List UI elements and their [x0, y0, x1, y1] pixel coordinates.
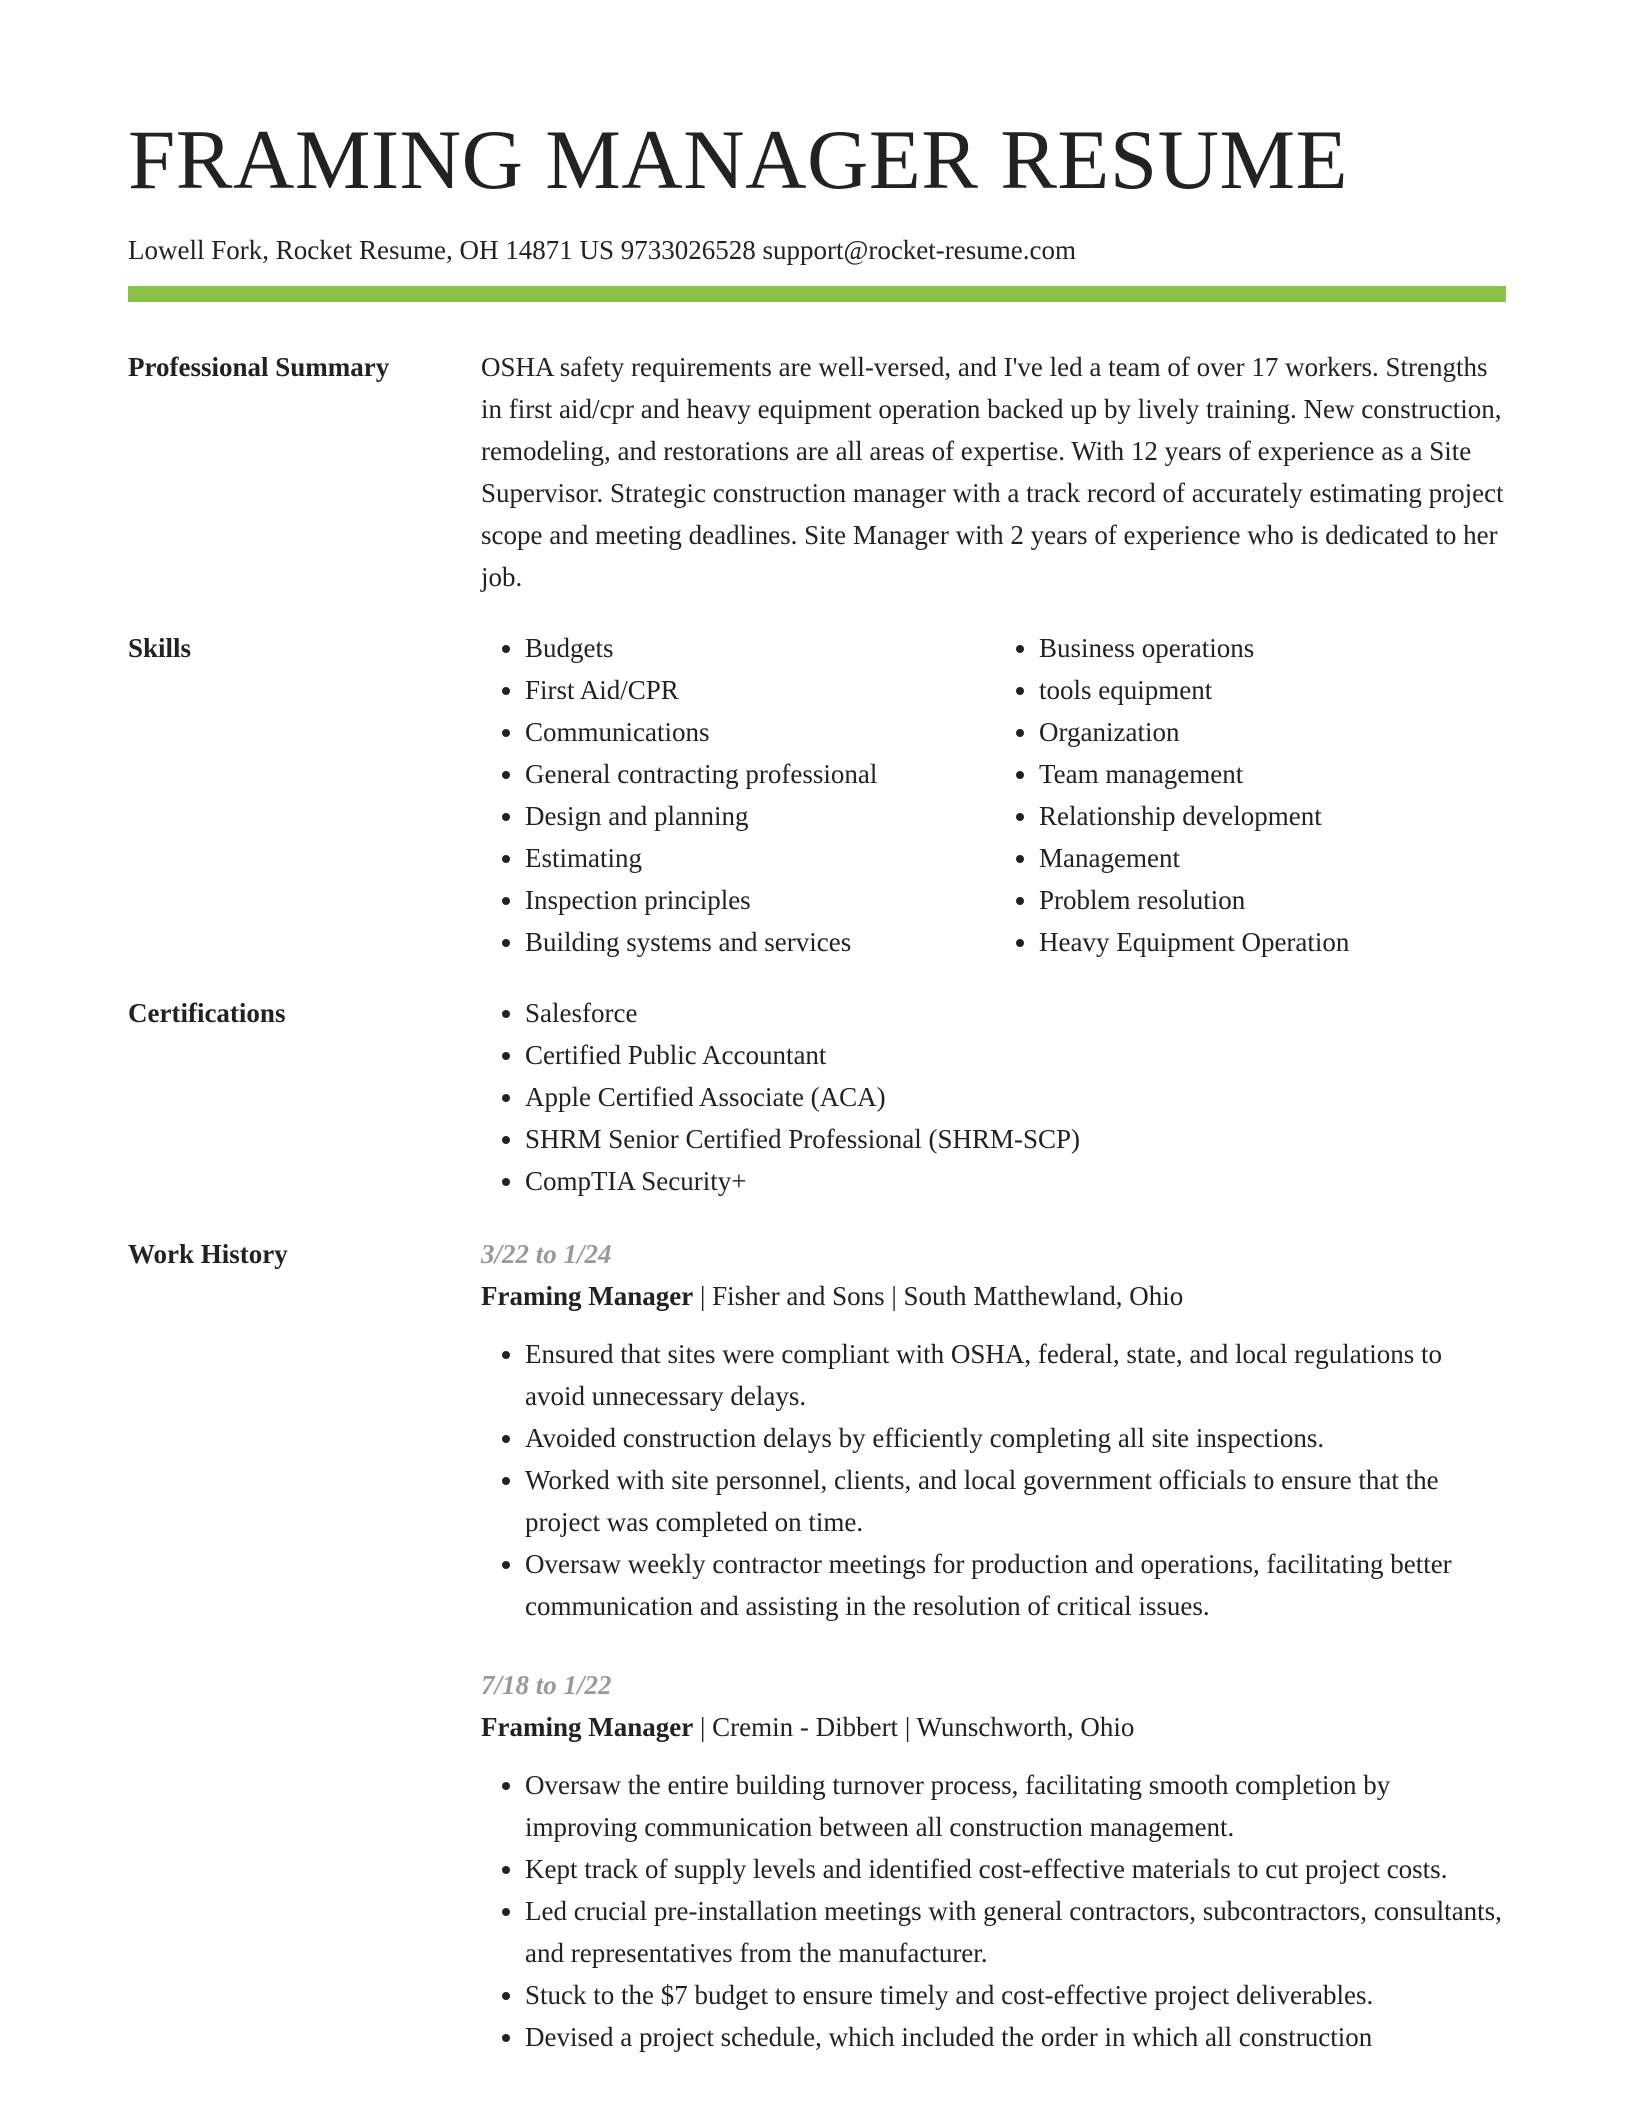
- certification-item: • Apple Certified Associate (ACA): [525, 1076, 1506, 1118]
- job-bullets: [481, 1333, 1506, 1627]
- resume-title: FRAMING MANAGER RESUME: [128, 113, 1349, 207]
- resume-page: [128, 0, 1506, 2112]
- skill-item: • General contracting professional: [525, 753, 985, 795]
- summary-body: [481, 346, 1506, 598]
- skill-item: • Design and planning: [525, 795, 985, 837]
- skill-item: • Heavy Equipment Operation: [1039, 921, 1499, 963]
- contact-line: Lowell Fork, Rocket Resume, OH 14871 US 9733026528 support@rocket-resume.com: [128, 235, 1076, 265]
- job-title: Framing Manager: [481, 1712, 694, 1742]
- skill-item: • Problem resolution: [1039, 879, 1499, 921]
- certification-item: • CompTIA Security+: [525, 1160, 1506, 1202]
- section-label-skills: Skills: [128, 633, 192, 663]
- skills-grid: [481, 627, 1506, 963]
- job-dates: 7/18 to 1/22: [481, 1670, 612, 1700]
- skill-item: • Communications: [525, 711, 985, 753]
- job-dates: 3/22 to 1/24: [481, 1239, 612, 1269]
- skill-item: • Organization: [1039, 711, 1499, 753]
- skill-item: • Budgets: [525, 627, 985, 669]
- certification-item: • Certified Public Accountant: [525, 1034, 1506, 1076]
- certifications-body: [481, 992, 1506, 1202]
- certification-item: • SHRM Senior Certified Professional (SHRM-SCP): [525, 1118, 1506, 1160]
- skill-item: • Relationship development: [1039, 795, 1499, 837]
- section-label-certifications: Certifications: [128, 998, 286, 1028]
- skill-item: • Estimating: [525, 837, 985, 879]
- section-label-work-history: Work History: [128, 1239, 288, 1269]
- section-label-summary: Professional Summary: [128, 352, 390, 382]
- skill-item: • tools equipment: [1039, 669, 1499, 711]
- job-bullet: • Ensured that sites were compliant with OSHA, federal, state, and local regulations to avoid unnecessary delays.: [525, 1333, 1506, 1417]
- job-entry: [481, 1664, 1506, 2058]
- skill-item: • Building systems and services: [525, 921, 985, 963]
- skills-list-left: [481, 627, 985, 963]
- job-entry: [481, 1233, 1506, 1627]
- certification-item: • Salesforce: [525, 992, 1506, 1034]
- skill-item: • Inspection principles: [525, 879, 985, 921]
- job-bullet: • Avoided construction delays by efficiently completing all site inspections.: [525, 1417, 1506, 1459]
- job-bullet: • Led crucial pre-installation meetings with general contractors, subcontractors, consultants, and representatives from the manufacturer.: [525, 1890, 1506, 1974]
- accent-divider: [128, 286, 1506, 302]
- skill-item: • First Aid/CPR: [525, 669, 985, 711]
- job-heading: [481, 1275, 1506, 1317]
- job-details: | Cremin - Dibbert | Wunschworth, Ohio: [693, 1712, 1135, 1742]
- certifications-list: [481, 992, 1506, 1202]
- work-history-body: [481, 1233, 1506, 2095]
- job-bullet: • Oversaw the entire building turnover process, facilitating smooth completion by improving communication between all construction management.: [525, 1764, 1506, 1848]
- summary-text: OSHA safety requirements are well-versed, and I've led a team of over 17 workers. Strengths in first aid/cpr and heavy equipment operation backed up by lively training. New construction, remodeling, and restorations are all areas of expertise. With 12 years of experience as a Site Supervisor. Strategic construction manager with a track record of accurately estimating project scope and meeting deadlines. Site Manager with 2 years of experience who is dedicated to her job.: [481, 352, 1504, 592]
- job-title: Framing Manager: [481, 1281, 694, 1311]
- job-details: | Fisher and Sons | South Matthewland, Ohio: [693, 1281, 1184, 1311]
- job-bullet: • Worked with site personnel, clients, and local government officials to ensure that the project was completed on time.: [525, 1459, 1506, 1543]
- job-bullet: • Stuck to the $7 budget to ensure timely and cost-effective project deliverables.: [525, 1974, 1506, 2016]
- skill-item: • Team management: [1039, 753, 1499, 795]
- job-heading: [481, 1706, 1506, 1748]
- skill-item: • Business operations: [1039, 627, 1499, 669]
- job-bullet: • Oversaw weekly contractor meetings for production and operations, facilitating better communication and assisting in the resolution of critical issues.: [525, 1543, 1506, 1627]
- job-bullets: [481, 1764, 1506, 2058]
- job-bullet: • Kept track of supply levels and identified cost-effective materials to cut project costs.: [525, 1848, 1506, 1890]
- job-bullet: • Devised a project schedule, which included the order in which all construction: [525, 2016, 1506, 2058]
- skill-item: • Management: [1039, 837, 1499, 879]
- skills-list-right: [995, 627, 1499, 963]
